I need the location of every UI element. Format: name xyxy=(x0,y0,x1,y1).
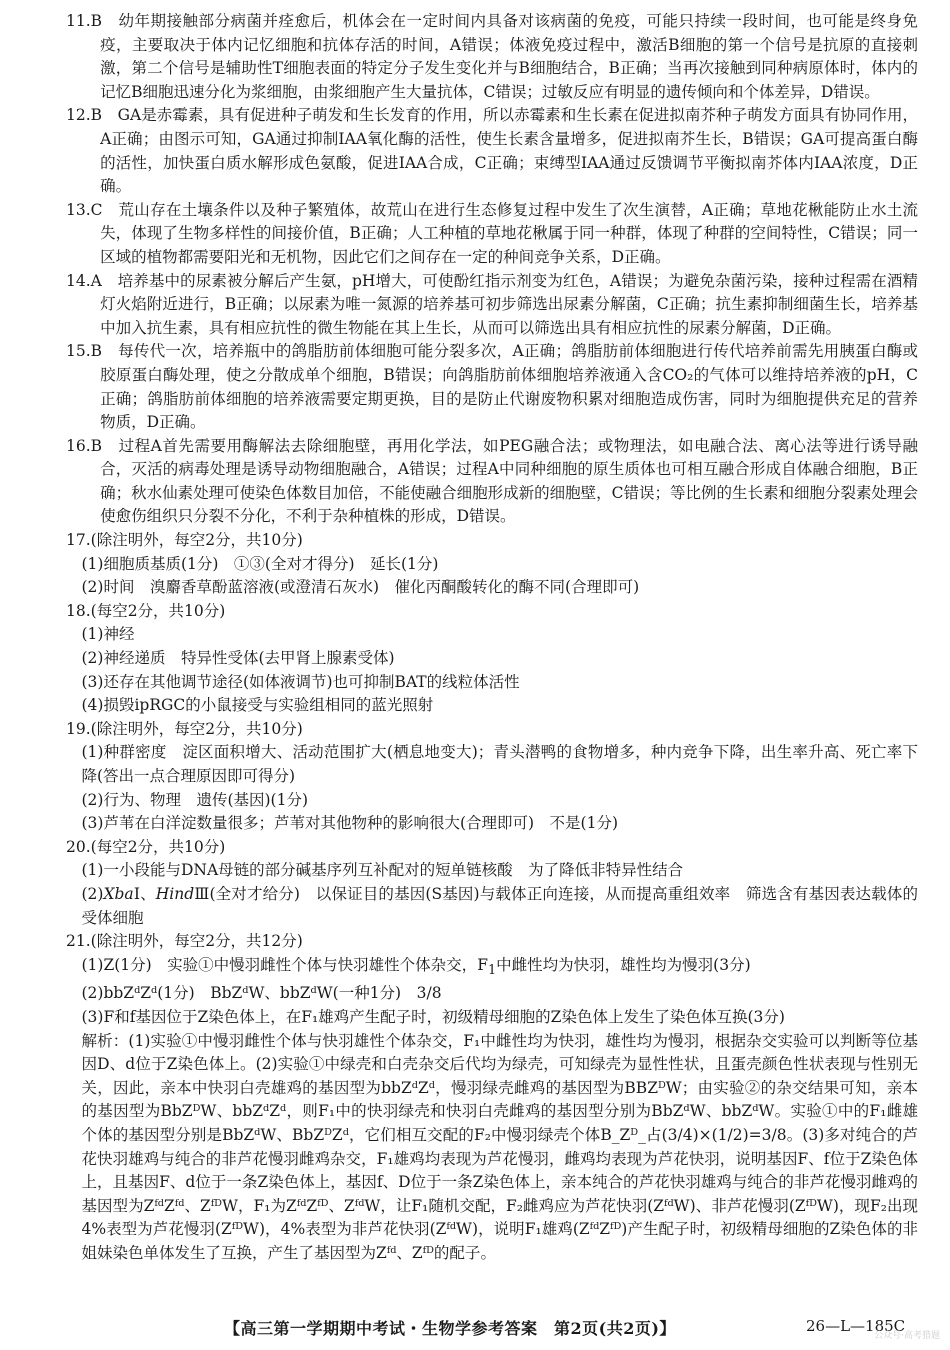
q20-line-1: (1)一小段能与DNA母链的部分碱基序列互补配对的短单链核酸 为了降低非特异性结合 xyxy=(81,861,684,880)
q21-line-2: (2)bbZᵈZᵈ(1分) BbZᵈW、bbZᵈW(一种1分) 3/8 xyxy=(81,984,442,1003)
q18-header: 18.(每空2分，共10分) xyxy=(66,601,226,620)
answer-11: 11.B 幼年期接触部分病菌并痊愈后，机体会在一定时间内具备对该病菌的免疫，可能只持续一段时间，也可能是终身免疫，主要取决于体内记忆细胞和抗体存活的时间，A错误；体液免疫过程中，激活B细胞的第一个信号是抗原的直接刺激，第二个信号是辅助性T细胞表面的特定分子发生变化并与B细胞结合，B正确；当再次接触到同种病原体时，体内的记忆B细胞迅速分化为浆细胞，由浆细胞产生大量抗体，C错误；过敏反应有明显的遗传倾向和个体差异，D错误。 xyxy=(66,12,918,101)
enzyme-xba-suffix: Ⅰ、 xyxy=(133,884,156,903)
q17-header: 17.(除注明外，每空2分，共10分) xyxy=(66,531,303,550)
q21-line-3: (3)F和f基因位于Z染色体上，在F₁雄鸡产生配子时，初级精母细胞的Z染色体上发生了染色体互换(3分) xyxy=(81,1008,785,1027)
answer-content xyxy=(66,10,918,1266)
enzyme-xba: Xba xyxy=(103,884,134,903)
q20-header: 20.(每空2分，共10分) xyxy=(66,837,226,856)
footer-code: 26—L—185C xyxy=(806,1317,906,1335)
q18-line-2: (2)神经递质 特异性受体(去甲肾上腺素受体) xyxy=(81,649,395,668)
q17-line-2: (2)时间 溴麝香草酚蓝溶液(或澄清石灰水) 催化丙酮酸转化的酶不同(合理即可) xyxy=(81,578,640,597)
q19-line-2: (2)行为、物理 遗传(基因)(1分) xyxy=(81,790,309,809)
watermark: 公众号·高考猎题 xyxy=(874,1331,940,1341)
enzyme-hind: Hind xyxy=(155,884,195,903)
q18-line-3: (3)还存在其他调节途径(如体液调节)也可抑制BAT的线粒体活性 xyxy=(81,672,520,691)
q21-header: 21.(除注明外，每空2分，共12分) xyxy=(66,932,303,951)
q21-line-1-b: 中雌性均为快羽，雄性均为慢羽(3分) xyxy=(496,955,751,974)
answer-12: 12.B GA是赤霉素，具有促进种子萌发和生长发育的作用，所以赤霉素和生长素在促进拟南芥种子萌发方面具有协同作用，A正确；由图示可知，GA通过抑制IAA氧化酶的活性，使生长素含量增多，促进拟南芥生长，B错误；GA可提高蛋白酶的活性，加快蛋白质水解形成色氨酸，促进IAA合成，C正确；束缚型IAA通过反馈调节平衡拟南芥体内IAA浓度，D正确。 xyxy=(66,106,918,196)
q21-analysis: 解析：(1)实验①中慢羽雌性个体与快羽雄性个体杂交，F₁中雌性均为快羽，雄性均为慢羽，根据杂交实验可以判断等位基因D、d位于Z染色体上。(2)实验①中绿壳和白壳杂交后代均为绿壳，可知绿壳为显性性状，且蛋壳颜色性状表现与性别无关，因此，亲本中快羽白壳雄鸡的基因型为bbZᵈZᵈ，慢羽绿壳雌鸡的基因型为BBZᴰW；由实验②的杂交结果可知，亲本的基因型为BbZᴰW、bbZᵈZᵈ，则F₁中的快羽绿壳和快羽白壳雌鸡的基因型分别为BbZᵈW、bbZᵈW。实验①中的F₁雌雄个体的基因型分别是BbZᵈW、BbZᴰZᵈ，它们相互交配的F₂中慢羽绿壳个体B_Zᴰ_占(3/4)×(1/2)=3/8。(3)多对纯合的芦花快羽雄鸡与纯合的非芦花慢羽雌鸡杂交，F₁雄鸡均表现为芦花慢羽，雌鸡均表现为芦花快羽，说明基因F、f位于Z染色体上，且基因F、d位于一条Z染色体上，基因f、D位于一条Z染色体上，亲本纯合的芦花快羽雄鸡与纯合的非芦花慢羽雌鸡的基因型为ZᶠᵈZᶠᵈ、ZᶠᴰW，F₁为ZᶠᵈZᶠᴰ、ZᶠᵈW，让F₁随机交配，F₂雌鸡应为芦花快羽(ZᶠᵈW)、非芦花慢羽(ZᶠᴰW)，现F₂出现4%表型为芦花慢羽(ZᶠᴰW)，4%表型为非芦花快羽(ZᶠᵈW)，说明F₁雄鸡(ZᶠᵈZᶠᴰ)产生配子时，初级精母细胞的Z染色体的非姐妹染色单体发生了互换，产生了基因型为Zᶠᵈ、Zᶠᴰ的配子。 xyxy=(81,1031,918,1262)
enzyme-hind-suffix: Ⅲ xyxy=(194,884,210,903)
q20-line-2 xyxy=(66,883,918,930)
q21-line-1: (1)Z(1分) 实验①中慢羽雌性个体与快羽雄性个体杂交，$F_1$中雌性均为快羽，雄性均为慢羽(3分) xyxy=(81,955,751,978)
answer-16: 16.B 过程A首先需要用酶解法去除细胞壁，再用化学法，如PEG融合法；或物理法，如电融合法、离心法等进行诱导融合，灭活的病毒处理是诱导动物细胞融合，A错误；过程A中同种细胞的原生质体也可相互融合形成自体融合细胞，B正确；秋水仙素处理可使染色体数目加倍，不能使融合细胞形成新的细胞壁，C错误；等比例的生长素和细胞分裂素处理会使愈伤组织只分裂不分化，不利于杂种植株的形成，D错误。 xyxy=(66,436,918,526)
q19-line-1: (1)种群密度 淀区面积增大、活动范围扩大(栖息地变大)；青头潜鸭的食物增多，种内竞争下降，出生率升高、死亡率下降(答出一点合理原因即可得分) xyxy=(81,743,918,785)
answer-15: 15.B 每传代一次，培养瓶中的鸽脂肪前体细胞可能分裂多次，A正确；鸽脂肪前体细胞进行传代培养前需先用胰蛋白酶或胶原蛋白酶处理，使之分散成单个细胞，B错误；向鸽脂肪前体细胞培养液通入含CO₂的气体可以维持培养液的pH，C正确；鸽脂肪前体细胞的培养液需要定期更换，目的是防止代谢废物积累对细胞造成伤害，同时为细胞提供充足的营养物质，D正确。 xyxy=(66,342,918,432)
answer-14: 14.A 培养基中的尿素被分解后产生氨，pH增大，可使酚红指示剂变为红色，A错误；为避免杂菌污染，接种过程需在酒精灯火焰附近进行，B正确；以尿素为唯一氮源的培养基可初步筛选出尿素分解菌，C正确；抗生素抑制细菌生长，培养基中加入抗生素，具有相应抗性的微生物能在其上生长，从而可以筛选出具有相应抗性的尿素分解菌，D正确。 xyxy=(66,271,918,337)
q19-header: 19.(除注明外，每空2分，共10分) xyxy=(66,719,303,738)
q20-line-2-lead: (2) xyxy=(81,884,104,903)
footer-title: 【高三第一学期期中考试・生物学参考答案 第2页(共2页)】 xyxy=(224,1319,676,1338)
q19-line-3: (3)芦苇在白洋淀数量很多；芦苇对其他物种的影响很大(合理即可) 不是(1分) xyxy=(81,814,619,833)
q18-line-1: (1)神经 xyxy=(81,625,135,644)
q18-line-4: (4)损毁ipRGC的小鼠接受与实验组相同的蓝光照射 xyxy=(81,696,434,715)
q20-line-2-rest: (全对才给分) 以保证目的基因(S基因)与载体正向连接，从而提高重组效率 筛选含有基因表达载体的受体细胞 xyxy=(81,884,919,927)
page-footer xyxy=(0,1316,950,1340)
q21-line-1-a: (1)Z(1分) 实验①中慢羽雌性个体与快羽雄性个体杂交， xyxy=(81,955,478,974)
answer-13: 13.C 荒山存在土壤条件以及种子繁殖体，故荒山在进行生态修复过程中发生了次生演替，A正确；草地花楸能防止水土流失，体现了生物多样性的间接价值，B正确；人工种植的草地花楸属于同一种群，体现了种群的空间特性，C错误；同一区域的植物都需要阳光和无机物，因此它们之间存在一定的种间竞争关系，D正确。 xyxy=(66,200,918,266)
q17-line-1: (1)细胞质基质(1分) ①③(全对才得分) 延长(1分) xyxy=(81,554,439,573)
